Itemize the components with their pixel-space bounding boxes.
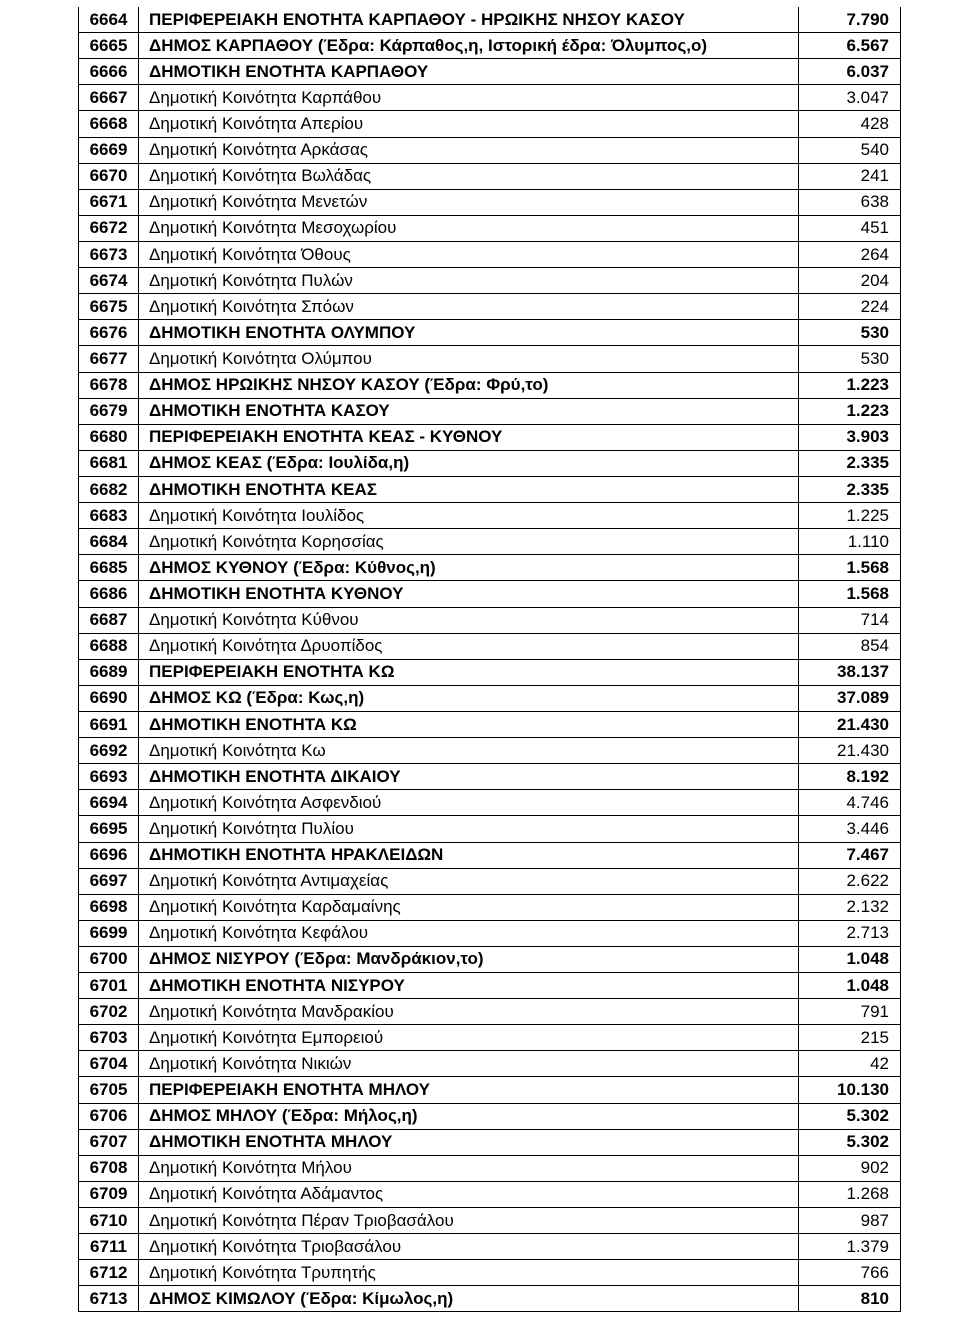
row-population: 766 bbox=[799, 1260, 901, 1286]
row-area-name: Δημοτική Κοινότητα Μανδρακίου bbox=[139, 999, 799, 1025]
table-row bbox=[79, 529, 901, 555]
row-area-name: ΔΗΜΟΣ ΚΕΑΣ (Έδρα: Ιουλίδα,η) bbox=[139, 450, 799, 476]
row-population: 1.568 bbox=[799, 555, 901, 581]
row-population: 10.130 bbox=[799, 1077, 901, 1103]
row-code: 6668 bbox=[79, 111, 139, 137]
row-code: 6701 bbox=[79, 973, 139, 999]
table-row bbox=[79, 581, 901, 607]
table-row bbox=[79, 111, 901, 137]
table-row bbox=[79, 1103, 901, 1129]
table-row bbox=[79, 294, 901, 320]
row-area-name: ΔΗΜΟΤΙΚΗ ΕΝΟΤΗΤΑ ΚΕΑΣ bbox=[139, 476, 799, 502]
row-area-name: ΔΗΜΟΣ ΗΡΩΙΚΗΣ ΝΗΣΟΥ ΚΑΣΟΥ (Έδρα: Φρύ,το) bbox=[139, 372, 799, 398]
row-population: 1.568 bbox=[799, 581, 901, 607]
row-area-name: Δημοτική Κοινότητα Μενετών bbox=[139, 189, 799, 215]
row-area-name: Δημοτική Κοινότητα Σπόων bbox=[139, 294, 799, 320]
row-population: 2.335 bbox=[799, 450, 901, 476]
row-population: 1.379 bbox=[799, 1234, 901, 1260]
row-code: 6666 bbox=[79, 59, 139, 85]
row-area-name: Δημοτική Κοινότητα Βωλάδας bbox=[139, 163, 799, 189]
row-area-name: Δημοτική Κοινότητα Κω bbox=[139, 738, 799, 764]
table-row bbox=[79, 346, 901, 372]
row-code: 6686 bbox=[79, 581, 139, 607]
row-code: 6696 bbox=[79, 842, 139, 868]
row-code: 6682 bbox=[79, 476, 139, 502]
table-row bbox=[79, 137, 901, 163]
row-area-name: ΔΗΜΟΤΙΚΗ ΕΝΟΤΗΤΑ ΜΗΛΟΥ bbox=[139, 1129, 799, 1155]
table-row bbox=[79, 868, 901, 894]
row-area-name: ΔΗΜΟΤΙΚΗ ΕΝΟΤΗΤΑ ΚΑΣΟΥ bbox=[139, 398, 799, 424]
row-population: 1.048 bbox=[799, 973, 901, 999]
table-row bbox=[79, 1129, 901, 1155]
row-population: 451 bbox=[799, 215, 901, 241]
row-area-name: ΠΕΡΙΦΕΡΕΙΑΚΗ ΕΝΟΤΗΤΑ ΜΗΛΟΥ bbox=[139, 1077, 799, 1103]
table-body bbox=[79, 7, 901, 1312]
row-code: 6693 bbox=[79, 764, 139, 790]
row-area-name: Δημοτική Κοινότητα Μεσοχωρίου bbox=[139, 215, 799, 241]
row-code: 6702 bbox=[79, 999, 139, 1025]
row-population: 42 bbox=[799, 1051, 901, 1077]
row-population: 902 bbox=[799, 1155, 901, 1181]
row-area-name: Δημοτική Κοινότητα Απερίου bbox=[139, 111, 799, 137]
row-area-name: Δημοτική Κοινότητα Κύθνου bbox=[139, 607, 799, 633]
table-row bbox=[79, 894, 901, 920]
row-population: 21.430 bbox=[799, 711, 901, 737]
row-area-name: Δημοτική Κοινότητα Μήλου bbox=[139, 1155, 799, 1181]
row-population: 6.037 bbox=[799, 59, 901, 85]
row-area-name: Δημοτική Κοινότητα Αδάμαντος bbox=[139, 1181, 799, 1207]
row-population: 6.567 bbox=[799, 33, 901, 59]
table-row bbox=[79, 1260, 901, 1286]
row-population: 3.047 bbox=[799, 85, 901, 111]
row-population: 854 bbox=[799, 633, 901, 659]
row-area-name: ΔΗΜΟΣ ΚΩ (Έδρα: Κως,η) bbox=[139, 685, 799, 711]
row-area-name: ΔΗΜΟΤΙΚΗ ΕΝΟΤΗΤΑ ΚΑΡΠΑΘΟΥ bbox=[139, 59, 799, 85]
row-population: 241 bbox=[799, 163, 901, 189]
table-row bbox=[79, 476, 901, 502]
row-code: 6665 bbox=[79, 33, 139, 59]
table-row bbox=[79, 659, 901, 685]
table-row bbox=[79, 764, 901, 790]
row-code: 6703 bbox=[79, 1025, 139, 1051]
row-area-name: ΔΗΜΟΤΙΚΗ ΕΝΟΤΗΤΑ ΝΙΣΥΡΟΥ bbox=[139, 973, 799, 999]
row-code: 6691 bbox=[79, 711, 139, 737]
row-area-name: Δημοτική Κοινότητα Καρδαμαίνης bbox=[139, 894, 799, 920]
row-code: 6676 bbox=[79, 320, 139, 346]
row-code: 6711 bbox=[79, 1234, 139, 1260]
table-row bbox=[79, 372, 901, 398]
row-population: 7.467 bbox=[799, 842, 901, 868]
row-code: 6684 bbox=[79, 529, 139, 555]
row-code: 6672 bbox=[79, 215, 139, 241]
row-code: 6688 bbox=[79, 633, 139, 659]
table-row bbox=[79, 503, 901, 529]
table-row bbox=[79, 685, 901, 711]
row-area-name: ΔΗΜΟΣ ΚΑΡΠΑΘΟΥ (Έδρα: Κάρπαθος,η, Ιστορική έδρα: Όλυμπος,ο) bbox=[139, 33, 799, 59]
table-row bbox=[79, 1155, 901, 1181]
row-population: 37.089 bbox=[799, 685, 901, 711]
table-row bbox=[79, 607, 901, 633]
row-population: 428 bbox=[799, 111, 901, 137]
row-population: 5.302 bbox=[799, 1129, 901, 1155]
row-population: 21.430 bbox=[799, 738, 901, 764]
row-population: 987 bbox=[799, 1208, 901, 1234]
row-population: 714 bbox=[799, 607, 901, 633]
row-code: 6697 bbox=[79, 868, 139, 894]
row-area-name: Δημοτική Κοινότητα Εμπορειού bbox=[139, 1025, 799, 1051]
row-population: 638 bbox=[799, 189, 901, 215]
row-area-name: Δημοτική Κοινότητα Ολύμπου bbox=[139, 346, 799, 372]
row-code: 6670 bbox=[79, 163, 139, 189]
table-row bbox=[79, 241, 901, 267]
row-code: 6710 bbox=[79, 1208, 139, 1234]
row-population: 1.223 bbox=[799, 398, 901, 424]
table-row bbox=[79, 7, 901, 33]
table-row bbox=[79, 398, 901, 424]
row-area-name: ΔΗΜΟΤΙΚΗ ΕΝΟΤΗΤΑ ΗΡΑΚΛΕΙΔΩΝ bbox=[139, 842, 799, 868]
row-population: 38.137 bbox=[799, 659, 901, 685]
row-population: 8.192 bbox=[799, 764, 901, 790]
row-area-name: ΠΕΡΙΦΕΡΕΙΑΚΗ ΕΝΟΤΗΤΑ ΚΩ bbox=[139, 659, 799, 685]
table-row bbox=[79, 842, 901, 868]
table-row bbox=[79, 85, 901, 111]
row-population: 540 bbox=[799, 137, 901, 163]
row-area-name: ΔΗΜΟΤΙΚΗ ΕΝΟΤΗΤΑ ΚΥΘΝΟΥ bbox=[139, 581, 799, 607]
row-area-name: Δημοτική Κοινότητα Ιουλίδος bbox=[139, 503, 799, 529]
row-code: 6699 bbox=[79, 920, 139, 946]
row-code: 6707 bbox=[79, 1129, 139, 1155]
row-code: 6671 bbox=[79, 189, 139, 215]
row-area-name: ΔΗΜΟΤΙΚΗ ΕΝΟΤΗΤΑ ΔΙΚΑΙΟΥ bbox=[139, 764, 799, 790]
table-row bbox=[79, 633, 901, 659]
row-population: 2.335 bbox=[799, 476, 901, 502]
row-code: 6695 bbox=[79, 816, 139, 842]
row-code: 6705 bbox=[79, 1077, 139, 1103]
row-population: 1.048 bbox=[799, 946, 901, 972]
row-code: 6712 bbox=[79, 1260, 139, 1286]
row-area-name: Δημοτική Κοινότητα Πυλίου bbox=[139, 816, 799, 842]
row-area-name: Δημοτική Κοινότητα Τριοβασάλου bbox=[139, 1234, 799, 1260]
row-code: 6679 bbox=[79, 398, 139, 424]
row-area-name: Δημοτική Κοινότητα Αρκάσας bbox=[139, 137, 799, 163]
table-row bbox=[79, 1234, 901, 1260]
row-code: 6698 bbox=[79, 894, 139, 920]
row-population: 5.302 bbox=[799, 1103, 901, 1129]
population-table bbox=[78, 7, 901, 1312]
row-area-name: ΔΗΜΟΤΙΚΗ ΕΝΟΤΗΤΑ ΟΛΥΜΠΟΥ bbox=[139, 320, 799, 346]
row-population: 7.790 bbox=[799, 7, 901, 33]
row-code: 6692 bbox=[79, 738, 139, 764]
row-population: 4.746 bbox=[799, 790, 901, 816]
table-row bbox=[79, 946, 901, 972]
row-code: 6700 bbox=[79, 946, 139, 972]
row-area-name: ΠΕΡΙΦΕΡΕΙΑΚΗ ΕΝΟΤΗΤΑ ΚΕΑΣ - ΚΥΘΝΟΥ bbox=[139, 424, 799, 450]
row-code: 6706 bbox=[79, 1103, 139, 1129]
table-row bbox=[79, 163, 901, 189]
table-row bbox=[79, 320, 901, 346]
row-population: 2.132 bbox=[799, 894, 901, 920]
row-code: 6704 bbox=[79, 1051, 139, 1077]
row-area-name: Δημοτική Κοινότητα Δρυοπίδος bbox=[139, 633, 799, 659]
row-area-name: Δημοτική Κοινότητα Ασφενδιού bbox=[139, 790, 799, 816]
row-area-name: ΔΗΜΟΣ ΝΙΣΥΡΟΥ (Έδρα: Μανδράκιον,το) bbox=[139, 946, 799, 972]
row-code: 6678 bbox=[79, 372, 139, 398]
row-area-name: ΔΗΜΟΤΙΚΗ ΕΝΟΤΗΤΑ ΚΩ bbox=[139, 711, 799, 737]
row-area-name: ΠΕΡΙΦΕΡΕΙΑΚΗ ΕΝΟΤΗΤΑ ΚΑΡΠΑΘΟΥ - ΗΡΩΙΚΗΣ ΝΗΣΟΥ ΚΑΣΟΥ bbox=[139, 7, 799, 33]
row-code: 6685 bbox=[79, 555, 139, 581]
row-code: 6677 bbox=[79, 346, 139, 372]
table-row bbox=[79, 816, 901, 842]
row-population: 215 bbox=[799, 1025, 901, 1051]
table-row bbox=[79, 59, 901, 85]
table-row bbox=[79, 1286, 901, 1312]
row-area-name: Δημοτική Κοινότητα Κορησσίας bbox=[139, 529, 799, 555]
row-area-name: Δημοτική Κοινότητα Πυλών bbox=[139, 268, 799, 294]
row-area-name: Δημοτική Κοινότητα Τρυπητής bbox=[139, 1260, 799, 1286]
row-population: 3.446 bbox=[799, 816, 901, 842]
row-population: 2.622 bbox=[799, 868, 901, 894]
table-row bbox=[79, 424, 901, 450]
row-code: 6667 bbox=[79, 85, 139, 111]
row-area-name: Δημοτική Κοινότητα Νικιών bbox=[139, 1051, 799, 1077]
row-area-name: ΔΗΜΟΣ ΜΗΛΟΥ (Έδρα: Μήλος,η) bbox=[139, 1103, 799, 1129]
table-row bbox=[79, 33, 901, 59]
row-population: 1.110 bbox=[799, 529, 901, 555]
row-code: 6681 bbox=[79, 450, 139, 476]
row-code: 6669 bbox=[79, 137, 139, 163]
table-row bbox=[79, 790, 901, 816]
table-row bbox=[79, 920, 901, 946]
row-area-name: ΔΗΜΟΣ ΚΙΜΩΛΟΥ (Έδρα: Κίμωλος,η) bbox=[139, 1286, 799, 1312]
row-code: 6708 bbox=[79, 1155, 139, 1181]
row-area-name: Δημοτική Κοινότητα Όθους bbox=[139, 241, 799, 267]
table-row bbox=[79, 1208, 901, 1234]
row-population: 3.903 bbox=[799, 424, 901, 450]
row-population: 224 bbox=[799, 294, 901, 320]
row-population: 791 bbox=[799, 999, 901, 1025]
table-row bbox=[79, 999, 901, 1025]
row-population: 530 bbox=[799, 320, 901, 346]
row-code: 6689 bbox=[79, 659, 139, 685]
table-row bbox=[79, 215, 901, 241]
row-code: 6683 bbox=[79, 503, 139, 529]
row-area-name: Δημοτική Κοινότητα Πέραν Τριοβασάλου bbox=[139, 1208, 799, 1234]
row-code: 6687 bbox=[79, 607, 139, 633]
row-population: 264 bbox=[799, 241, 901, 267]
table-row bbox=[79, 1025, 901, 1051]
row-code: 6709 bbox=[79, 1181, 139, 1207]
row-population: 810 bbox=[799, 1286, 901, 1312]
row-area-name: ΔΗΜΟΣ ΚΥΘΝΟΥ (Έδρα: Κύθνος,η) bbox=[139, 555, 799, 581]
row-area-name: Δημοτική Κοινότητα Αντιμαχείας bbox=[139, 868, 799, 894]
table-row bbox=[79, 450, 901, 476]
row-code: 6680 bbox=[79, 424, 139, 450]
table-row bbox=[79, 555, 901, 581]
row-population: 2.713 bbox=[799, 920, 901, 946]
row-population: 204 bbox=[799, 268, 901, 294]
row-code: 6674 bbox=[79, 268, 139, 294]
table-row bbox=[79, 1181, 901, 1207]
table-row bbox=[79, 268, 901, 294]
row-population: 1.225 bbox=[799, 503, 901, 529]
row-code: 6713 bbox=[79, 1286, 139, 1312]
table-row bbox=[79, 738, 901, 764]
row-code: 6664 bbox=[79, 7, 139, 33]
row-code: 6694 bbox=[79, 790, 139, 816]
row-area-name: Δημοτική Κοινότητα Καρπάθου bbox=[139, 85, 799, 111]
row-code: 6690 bbox=[79, 685, 139, 711]
table-row bbox=[79, 973, 901, 999]
row-population: 530 bbox=[799, 346, 901, 372]
table-row bbox=[79, 189, 901, 215]
table-row bbox=[79, 711, 901, 737]
row-code: 6675 bbox=[79, 294, 139, 320]
table-row bbox=[79, 1077, 901, 1103]
row-population: 1.223 bbox=[799, 372, 901, 398]
row-population: 1.268 bbox=[799, 1181, 901, 1207]
row-area-name: Δημοτική Κοινότητα Κεφάλου bbox=[139, 920, 799, 946]
table-row bbox=[79, 1051, 901, 1077]
row-code: 6673 bbox=[79, 241, 139, 267]
